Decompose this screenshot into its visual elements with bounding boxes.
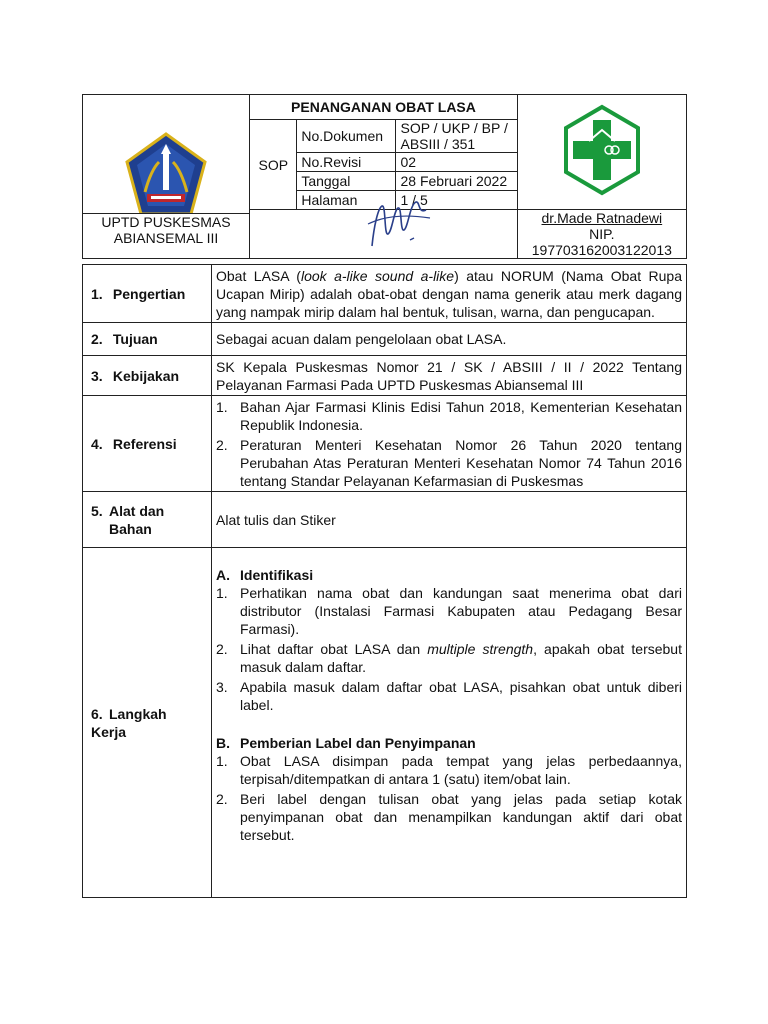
- section-label-tujuan: 2. Tujuan: [83, 323, 212, 356]
- list-item: 1. Perhatikan nama obat dan kandungan saat menerima obat dari distributor (Instalasi Farmasi Kabupaten atau Pedagang Besar Farmasi).: [216, 585, 682, 637]
- list-item: 2. Beri label dengan tulisan obat yang jelas pada setiap kotak penyimpanan obat dan menampilkan kandungan aktif dari obat tersebut.: [216, 791, 682, 843]
- section-label-referensi: 4. Referensi: [83, 396, 212, 492]
- section-content-referensi: [212, 396, 687, 492]
- organization-line2: ABIANSEMAL III: [113, 230, 219, 246]
- section-label-pengertian: 1. Pengertian: [83, 265, 212, 323]
- doc-number-value: SOP / UKP / BP / ABSIII / 351: [396, 120, 517, 153]
- document-title: PENANGANAN OBAT LASA: [250, 95, 517, 120]
- section-label-alat: 5. Alat dan Bahan: [83, 492, 212, 548]
- identifikasi-list: [216, 584, 682, 714]
- list-item: 1. Bahan Ajar Farmasi Klinis Edisi Tahun 2018, Kementerian Kesehatan Republik Indonesia.: [216, 398, 682, 433]
- revision-key: No.Revisi: [297, 153, 396, 172]
- date-key: Tanggal: [297, 172, 396, 191]
- reference-list: [216, 398, 682, 490]
- section-content-tujuan: Sebagai acuan dalam pengelolaan obat LASA.: [212, 323, 687, 356]
- doctor-name: dr.Made Ratnadewi: [541, 210, 663, 226]
- penyimpanan-list: [216, 752, 682, 844]
- right-logo-cell: [517, 95, 686, 210]
- content-table: [82, 264, 687, 898]
- page-key: Halaman: [297, 191, 396, 210]
- list-item: 3. Apabila masuk dalam daftar obat LASA, pisahkan obat untuk diberi label.: [216, 679, 682, 713]
- section-content-alat: Alat tulis dan Stiker: [212, 492, 687, 548]
- organization-line1: UPTD PUSKESMAS: [101, 214, 231, 230]
- organization-name: [83, 213, 249, 246]
- list-item: 2. Lihat daftar obat LASA dan multiple strength, apakah obat tersebut masuk dalam daftar.: [216, 641, 682, 675]
- list-item: 2. Peraturan Menteri Kesehatan Nomor 26 Tahun 2020 tentang Perubahan Atas Peraturan Menteri Kesehatan Nomor 74 Tahun 2016 tentang Standar Pelayanan Kefarmasian di Puskesmas: [216, 436, 682, 489]
- revision-value: 02: [396, 153, 517, 172]
- sop-label: SOP: [250, 120, 297, 210]
- page-value: 1 / 5: [396, 191, 517, 210]
- list-item: 1. Obat LASA disimpan pada tempat yang jelas perbedaannya, terpisah/ditempatkan di antara 1 (satu) item/obat lain.: [216, 753, 682, 787]
- signature-scribble: [364, 196, 434, 252]
- section-content-langkah: [212, 548, 687, 898]
- section-content-pengertian: Obat LASA (look a-like sound a-like) atau NORUM (Nama Obat Rupa Ucapan Mirip) adalah obat-obat dengan nama generik atau merk dagang yang nampak mirip dalam hal bentuk, tulisan, warna, dan pengucapan.: [212, 265, 687, 323]
- doc-number-key: No.Dokumen: [297, 120, 396, 153]
- section-content-kebijakan: SK Kepala Puskesmas Nomor 21 / SK / ABSIII / II / 2022 Tentang Pelayanan Farmasi Pada UPTD Puskesmas Abiansemal III: [212, 356, 687, 396]
- doctor-nip: NIP. 197703162003122013: [531, 226, 672, 258]
- date-value: 28 Februari 2022: [396, 172, 517, 191]
- doctor-cell: [517, 210, 686, 259]
- section-label-langkah: 6. Langkah Kerja: [83, 548, 212, 898]
- subsection-title-b: B. Pemberian Label dan Penyimpanan: [216, 735, 476, 751]
- section-label-kebijakan: 3. Kebijakan: [83, 356, 212, 396]
- regency-emblem-icon: [125, 132, 207, 218]
- puskesmas-cross-icon: [563, 104, 641, 196]
- subsection-title-a: A. Identifikasi: [216, 567, 314, 583]
